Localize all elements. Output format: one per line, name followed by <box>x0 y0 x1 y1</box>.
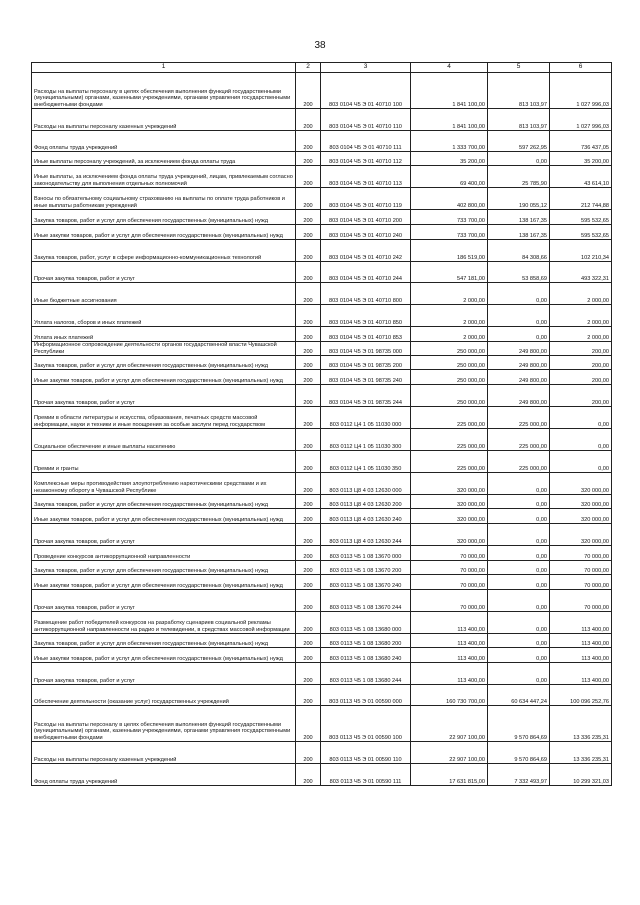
row-value-6-cell: 2 000,00 <box>550 327 612 342</box>
row-code-cell: 803 0113 Ч5 Э 01 00590 111 <box>321 764 411 786</box>
table-row <box>32 495 612 509</box>
column-header-5: 5 <box>488 63 550 73</box>
row-name-cell: Прочая закупка товаров, работ и услуг <box>32 262 296 283</box>
table-row <box>32 473 612 495</box>
row-value-6-cell: 102 210,34 <box>550 240 612 262</box>
table-row <box>32 166 612 188</box>
row-column-2-cell: 200 <box>296 356 321 370</box>
row-code-cell: 803 0112 Ц4 1 05 11030 000 <box>321 407 411 429</box>
row-value-4-cell: 186 519,00 <box>411 240 488 262</box>
row-code-cell: 803 0113 Ч5 1 08 13670 244 <box>321 590 411 612</box>
row-column-2-cell: 200 <box>296 262 321 283</box>
row-column-2-cell: 200 <box>296 342 321 356</box>
row-value-5-cell: 0,00 <box>488 509 550 524</box>
row-value-6-cell: 43 614,10 <box>550 166 612 188</box>
row-value-4-cell: 320 000,00 <box>411 509 488 524</box>
row-value-4-cell: 320 000,00 <box>411 473 488 495</box>
row-column-2-cell: 200 <box>296 706 321 742</box>
row-value-4-cell: 1 333 700,00 <box>411 131 488 152</box>
row-column-2-cell: 200 <box>296 131 321 152</box>
table-row <box>32 210 612 225</box>
row-code-cell: 803 0113 Ц8 4 03 12630 000 <box>321 473 411 495</box>
row-name-cell: Фонд оплаты труда учреждений <box>32 764 296 786</box>
row-value-6-cell: 113 400,00 <box>550 634 612 648</box>
table-row <box>32 451 612 473</box>
row-value-5-cell: 9 570 864,69 <box>488 742 550 764</box>
table-row <box>32 663 612 685</box>
row-value-5-cell: 249 800,00 <box>488 385 550 407</box>
row-column-2-cell: 200 <box>296 327 321 342</box>
row-column-2-cell: 200 <box>296 764 321 786</box>
row-value-6-cell: 320 000,00 <box>550 509 612 524</box>
table-row <box>32 561 612 575</box>
row-column-2-cell: 200 <box>296 473 321 495</box>
row-column-2-cell: 200 <box>296 429 321 451</box>
row-code-cell: 803 0113 Ч5 1 08 13670 200 <box>321 561 411 575</box>
table-body <box>32 73 612 786</box>
row-code-cell: 803 0104 Ч5 Э 01 40710 200 <box>321 210 411 225</box>
row-value-6-cell: 13 336 235,31 <box>550 706 612 742</box>
row-value-4-cell: 320 000,00 <box>411 495 488 509</box>
table-header-row <box>32 63 612 73</box>
row-code-cell: 803 0113 Ч5 1 08 13680 244 <box>321 663 411 685</box>
table-row <box>32 742 612 764</box>
column-header-4: 4 <box>411 63 488 73</box>
row-name-cell: Иные закупки товаров, работ и услуг для обеспечения государственных (муниципальных) нужд <box>32 370 296 385</box>
row-value-6-cell: 0,00 <box>550 429 612 451</box>
row-code-cell: 803 0113 Ц8 4 03 12630 240 <box>321 509 411 524</box>
table-row <box>32 685 612 706</box>
row-value-6-cell: 1 027 996,03 <box>550 109 612 131</box>
table-row <box>32 575 612 590</box>
row-name-cell: Социальное обеспечение и иные выплаты населению <box>32 429 296 451</box>
row-value-6-cell: 736 437,05 <box>550 131 612 152</box>
row-column-2-cell: 200 <box>296 590 321 612</box>
row-value-6-cell: 200,00 <box>550 370 612 385</box>
row-name-cell: Обеспечение деятельности (оказание услуг) государственных учреждений <box>32 685 296 706</box>
row-value-4-cell: 320 000,00 <box>411 524 488 546</box>
row-value-5-cell: 7 332 493,97 <box>488 764 550 786</box>
row-value-4-cell: 22 907 100,00 <box>411 742 488 764</box>
row-value-4-cell: 113 400,00 <box>411 634 488 648</box>
row-column-2-cell: 200 <box>296 152 321 166</box>
row-value-4-cell: 2 000,00 <box>411 327 488 342</box>
row-column-2-cell: 200 <box>296 685 321 706</box>
row-column-2-cell: 200 <box>296 166 321 188</box>
row-value-4-cell: 70 000,00 <box>411 561 488 575</box>
row-code-cell: 803 0104 Ч5 Э 01 40710 119 <box>321 188 411 210</box>
row-name-cell: Премии в области литературы и искусства, образования, печатных средств массовой информации, науки и техники и иные поощрения за особые заслуги перед государством <box>32 407 296 429</box>
table-row <box>32 152 612 166</box>
row-value-6-cell: 113 400,00 <box>550 612 612 634</box>
column-header-3: 3 <box>321 63 411 73</box>
row-code-cell: 803 0104 Ч5 Э 01 40710 240 <box>321 225 411 240</box>
row-code-cell: 803 0104 Ч5 Э 01 40710 112 <box>321 152 411 166</box>
row-column-2-cell: 200 <box>296 73 321 109</box>
row-name-cell: Комплексные меры противодействия злоупотреблению наркотическими средствами и их незаконному обороту в Чувашской Республике <box>32 473 296 495</box>
row-value-6-cell: 200,00 <box>550 342 612 356</box>
table-row <box>32 342 612 356</box>
row-value-5-cell: 249 800,00 <box>488 342 550 356</box>
row-value-6-cell: 113 400,00 <box>550 663 612 685</box>
row-value-4-cell: 70 000,00 <box>411 546 488 561</box>
row-value-5-cell: 813 103,97 <box>488 109 550 131</box>
row-column-2-cell: 200 <box>296 109 321 131</box>
table-row <box>32 385 612 407</box>
row-value-6-cell: 70 000,00 <box>550 590 612 612</box>
row-column-2-cell: 200 <box>296 240 321 262</box>
row-column-2-cell: 200 <box>296 648 321 663</box>
row-column-2-cell: 200 <box>296 370 321 385</box>
row-value-5-cell: 190 055,12 <box>488 188 550 210</box>
row-code-cell: 803 0104 Ч5 Э 01 40710 800 <box>321 283 411 305</box>
row-value-5-cell: 597 262,95 <box>488 131 550 152</box>
row-name-cell: Фонд оплаты труда учреждений <box>32 131 296 152</box>
row-name-cell: Проведение конкурсов антикоррупционной направленности <box>32 546 296 561</box>
row-column-2-cell: 200 <box>296 225 321 240</box>
row-name-cell: Премии и гранты <box>32 451 296 473</box>
row-value-5-cell: 0,00 <box>488 495 550 509</box>
row-name-cell: Расходы на выплаты персоналу в целях обеспечения выполнения функций государственными (муниципальными) органами, казенными учреждениями, органами управления государственными внебюджетными фондами <box>32 73 296 109</box>
table-row <box>32 764 612 786</box>
row-name-cell: Уплата налогов, сборов и иных платежей <box>32 305 296 327</box>
table-row <box>32 131 612 152</box>
row-value-4-cell: 733 700,00 <box>411 210 488 225</box>
row-value-5-cell: 84 308,66 <box>488 240 550 262</box>
row-code-cell: 803 0113 Ч5 Э 01 00590 100 <box>321 706 411 742</box>
row-code-cell: 803 0113 Ц8 4 03 12630 200 <box>321 495 411 509</box>
row-code-cell: 803 0113 Ч5 1 08 13680 000 <box>321 612 411 634</box>
row-value-6-cell: 200,00 <box>550 356 612 370</box>
row-value-6-cell: 35 200,00 <box>550 152 612 166</box>
row-name-cell: Закупка товаров, работ и услуг для обеспечения государственных (муниципальных) нужд <box>32 210 296 225</box>
table-row <box>32 370 612 385</box>
table-row <box>32 327 612 342</box>
row-value-4-cell: 1 841 100,00 <box>411 73 488 109</box>
row-name-cell: Иные закупки товаров, работ и услуг для обеспечения государственных (муниципальных) нужд <box>32 509 296 524</box>
table-row <box>32 109 612 131</box>
row-value-4-cell: 17 631 815,00 <box>411 764 488 786</box>
row-name-cell: Взносы по обязательному социальному страхованию на выплаты по оплате труда работников и иные выплаты работникам учреждений <box>32 188 296 210</box>
row-column-2-cell: 200 <box>296 634 321 648</box>
row-column-2-cell: 200 <box>296 546 321 561</box>
row-value-5-cell: 138 167,35 <box>488 225 550 240</box>
row-value-5-cell: 0,00 <box>488 648 550 663</box>
row-value-5-cell: 0,00 <box>488 561 550 575</box>
row-value-5-cell: 9 570 864,69 <box>488 706 550 742</box>
row-value-4-cell: 1 841 100,00 <box>411 109 488 131</box>
row-column-2-cell: 200 <box>296 210 321 225</box>
table-row <box>32 590 612 612</box>
row-column-2-cell: 200 <box>296 385 321 407</box>
row-name-cell: Прочая закупка товаров, работ и услуг <box>32 663 296 685</box>
row-name-cell: Иные бюджетные ассигнования <box>32 283 296 305</box>
row-value-5-cell: 225 000,00 <box>488 451 550 473</box>
row-name-cell: Закупка товаров, работ и услуг для обеспечения государственных (муниципальных) нужд <box>32 356 296 370</box>
row-value-4-cell: 22 907 100,00 <box>411 706 488 742</box>
row-code-cell: 803 0104 Ч5 Э 01 98735 244 <box>321 385 411 407</box>
row-column-2-cell: 200 <box>296 283 321 305</box>
table-row <box>32 524 612 546</box>
row-value-6-cell: 2 000,00 <box>550 283 612 305</box>
column-header-1: 1 <box>32 63 296 73</box>
row-value-5-cell: 0,00 <box>488 524 550 546</box>
row-code-cell: 803 0112 Ц4 1 05 11030 350 <box>321 451 411 473</box>
column-header-2: 2 <box>296 63 321 73</box>
row-value-5-cell: 0,00 <box>488 663 550 685</box>
row-code-cell: 803 0113 Ч5 1 08 13670 000 <box>321 546 411 561</box>
row-value-5-cell: 225 000,00 <box>488 407 550 429</box>
row-value-5-cell: 0,00 <box>488 634 550 648</box>
row-code-cell: 803 0113 Ч5 Э 01 00590 110 <box>321 742 411 764</box>
row-value-6-cell: 212 744,88 <box>550 188 612 210</box>
table-row <box>32 648 612 663</box>
row-value-4-cell: 2 000,00 <box>411 283 488 305</box>
row-value-6-cell: 10 299 321,03 <box>550 764 612 786</box>
row-column-2-cell: 200 <box>296 742 321 764</box>
row-value-6-cell: 320 000,00 <box>550 473 612 495</box>
row-code-cell: 803 0104 Ч5 Э 01 40710 100 <box>321 73 411 109</box>
row-code-cell: 803 0104 Ч5 Э 01 40710 113 <box>321 166 411 188</box>
row-value-6-cell: 13 336 235,31 <box>550 742 612 764</box>
row-value-5-cell: 0,00 <box>488 546 550 561</box>
row-name-cell: Прочая закупка товаров, работ и услуг <box>32 524 296 546</box>
row-value-5-cell: 0,00 <box>488 283 550 305</box>
table-row <box>32 188 612 210</box>
row-value-4-cell: 113 400,00 <box>411 648 488 663</box>
row-column-2-cell: 200 <box>296 495 321 509</box>
row-column-2-cell: 200 <box>296 407 321 429</box>
table-row <box>32 407 612 429</box>
row-name-cell: Закупка товаров, работ и услуг для обеспечения государственных (муниципальных) нужд <box>32 495 296 509</box>
row-value-5-cell: 0,00 <box>488 473 550 495</box>
row-value-4-cell: 225 000,00 <box>411 451 488 473</box>
row-value-5-cell: 138 167,35 <box>488 210 550 225</box>
row-value-5-cell: 0,00 <box>488 152 550 166</box>
budget-table <box>31 62 612 786</box>
row-value-5-cell: 60 634 447,24 <box>488 685 550 706</box>
row-name-cell: Размещение работ победителей конкурсов на разработку сценариев социальной рекламы антикоррупционной направленности на радио и телевидении, в средствах массовой информации <box>32 612 296 634</box>
row-value-4-cell: 35 200,00 <box>411 152 488 166</box>
row-column-2-cell: 200 <box>296 561 321 575</box>
row-value-4-cell: 70 000,00 <box>411 575 488 590</box>
row-code-cell: 803 0104 Ч5 Э 01 40710 111 <box>321 131 411 152</box>
row-column-2-cell: 200 <box>296 451 321 473</box>
table-row <box>32 356 612 370</box>
row-value-6-cell: 0,00 <box>550 407 612 429</box>
row-name-cell: Закупка товаров, работ, услуг в сфере информационно-коммуникационных технологий <box>32 240 296 262</box>
table-row <box>32 305 612 327</box>
row-name-cell: Прочая закупка товаров, работ и услуг <box>32 385 296 407</box>
row-value-6-cell: 100 096 252,76 <box>550 685 612 706</box>
table-row <box>32 73 612 109</box>
row-name-cell: Иные выплаты, за исключением фонда оплаты труда учреждений, лицам, привлекаемым согласно законодательству для выполнения отдельных полномочий <box>32 166 296 188</box>
table-row <box>32 706 612 742</box>
row-value-6-cell: 0,00 <box>550 451 612 473</box>
row-code-cell: 803 0104 Ч5 Э 01 40710 110 <box>321 109 411 131</box>
row-value-5-cell: 25 785,90 <box>488 166 550 188</box>
row-code-cell: 803 0113 Ч5 1 08 13680 240 <box>321 648 411 663</box>
table-row <box>32 429 612 451</box>
row-value-4-cell: 160 730 700,00 <box>411 685 488 706</box>
table-row <box>32 546 612 561</box>
row-name-cell: Прочая закупка товаров, работ и услуг <box>32 590 296 612</box>
table-row <box>32 634 612 648</box>
row-name-cell: Информационное сопровождение деятельности органов государственной власти Чувашской Республики <box>32 342 296 356</box>
row-name-cell: Иные закупки товаров, работ и услуг для обеспечения государственных (муниципальных) нужд <box>32 225 296 240</box>
row-value-4-cell: 402 800,00 <box>411 188 488 210</box>
row-name-cell: Расходы на выплаты персоналу казенных учреждений <box>32 109 296 131</box>
row-value-4-cell: 113 400,00 <box>411 612 488 634</box>
row-value-6-cell: 70 000,00 <box>550 561 612 575</box>
row-column-2-cell: 200 <box>296 509 321 524</box>
row-value-4-cell: 250 000,00 <box>411 385 488 407</box>
row-column-2-cell: 200 <box>296 663 321 685</box>
row-value-4-cell: 69 400,00 <box>411 166 488 188</box>
row-value-4-cell: 250 000,00 <box>411 356 488 370</box>
row-value-6-cell: 70 000,00 <box>550 575 612 590</box>
row-name-cell: Расходы на выплаты персоналу казенных учреждений <box>32 742 296 764</box>
row-value-6-cell: 595 532,65 <box>550 225 612 240</box>
row-code-cell: 803 0113 Ч5 Э 01 00590 000 <box>321 685 411 706</box>
row-value-5-cell: 0,00 <box>488 575 550 590</box>
row-value-4-cell: 733 700,00 <box>411 225 488 240</box>
row-value-4-cell: 250 000,00 <box>411 342 488 356</box>
row-column-2-cell: 200 <box>296 305 321 327</box>
row-column-2-cell: 200 <box>296 524 321 546</box>
row-value-4-cell: 547 181,00 <box>411 262 488 283</box>
table-row <box>32 225 612 240</box>
row-value-6-cell: 113 400,00 <box>550 648 612 663</box>
row-name-cell: Иные закупки товаров, работ и услуг для обеспечения государственных (муниципальных) нужд <box>32 648 296 663</box>
row-value-6-cell: 200,00 <box>550 385 612 407</box>
row-column-2-cell: 200 <box>296 575 321 590</box>
row-value-4-cell: 70 000,00 <box>411 590 488 612</box>
row-value-4-cell: 2 000,00 <box>411 305 488 327</box>
row-code-cell: 803 0113 Ч5 1 08 13680 200 <box>321 634 411 648</box>
row-value-6-cell: 493 322,31 <box>550 262 612 283</box>
table-row <box>32 612 612 634</box>
row-code-cell: 803 0104 Ч5 Э 01 98735 200 <box>321 356 411 370</box>
row-value-4-cell: 250 000,00 <box>411 370 488 385</box>
row-code-cell: 803 0104 Ч5 Э 01 40710 244 <box>321 262 411 283</box>
table-row <box>32 262 612 283</box>
row-value-6-cell: 2 000,00 <box>550 305 612 327</box>
row-value-4-cell: 113 400,00 <box>411 663 488 685</box>
row-name-cell: Иные выплаты персоналу учреждений, за исключением фонда оплаты труда <box>32 152 296 166</box>
page-number: 38 <box>314 40 326 51</box>
row-value-5-cell: 0,00 <box>488 305 550 327</box>
table-row <box>32 509 612 524</box>
row-code-cell: 803 0104 Ч5 Э 01 40710 853 <box>321 327 411 342</box>
row-value-6-cell: 595 532,65 <box>550 210 612 225</box>
row-code-cell: 803 0113 Ц8 4 03 12630 244 <box>321 524 411 546</box>
row-code-cell: 803 0104 Ч5 Э 01 40710 242 <box>321 240 411 262</box>
row-value-5-cell: 225 000,00 <box>488 429 550 451</box>
row-value-5-cell: 813 103,97 <box>488 73 550 109</box>
row-name-cell: Уплата иных платежей <box>32 327 296 342</box>
row-name-cell: Расходы на выплаты персоналу в целях обеспечения выполнения функций государственными (муниципальными) органами, казенными учреждениями, органами управления государственными внебюджетными фондами <box>32 706 296 742</box>
row-value-5-cell: 53 858,69 <box>488 262 550 283</box>
row-column-2-cell: 200 <box>296 612 321 634</box>
row-value-5-cell: 249 800,00 <box>488 370 550 385</box>
row-value-6-cell: 70 000,00 <box>550 546 612 561</box>
table-row <box>32 240 612 262</box>
row-code-cell: 803 0104 Ч5 Э 01 98735 000 <box>321 342 411 356</box>
row-code-cell: 803 0112 Ц4 1 05 11030 300 <box>321 429 411 451</box>
row-name-cell: Закупка товаров, работ и услуг для обеспечения государственных (муниципальных) нужд <box>32 634 296 648</box>
table-row <box>32 283 612 305</box>
row-value-5-cell: 0,00 <box>488 327 550 342</box>
row-value-6-cell: 320 000,00 <box>550 495 612 509</box>
row-value-6-cell: 1 027 996,03 <box>550 73 612 109</box>
row-value-6-cell: 320 000,00 <box>550 524 612 546</box>
row-column-2-cell: 200 <box>296 188 321 210</box>
row-name-cell: Иные закупки товаров, работ и услуг для обеспечения государственных (муниципальных) нужд <box>32 575 296 590</box>
row-code-cell: 803 0113 Ч5 1 08 13670 240 <box>321 575 411 590</box>
row-name-cell: Закупка товаров, работ и услуг для обеспечения государственных (муниципальных) нужд <box>32 561 296 575</box>
row-code-cell: 803 0104 Ч5 Э 01 40710 850 <box>321 305 411 327</box>
row-value-5-cell: 249 800,00 <box>488 356 550 370</box>
row-value-5-cell: 0,00 <box>488 590 550 612</box>
column-header-6: 6 <box>550 63 612 73</box>
row-value-4-cell: 225 000,00 <box>411 407 488 429</box>
row-value-5-cell: 0,00 <box>488 612 550 634</box>
row-value-4-cell: 225 000,00 <box>411 429 488 451</box>
row-code-cell: 803 0104 Ч5 Э 01 98735 240 <box>321 370 411 385</box>
